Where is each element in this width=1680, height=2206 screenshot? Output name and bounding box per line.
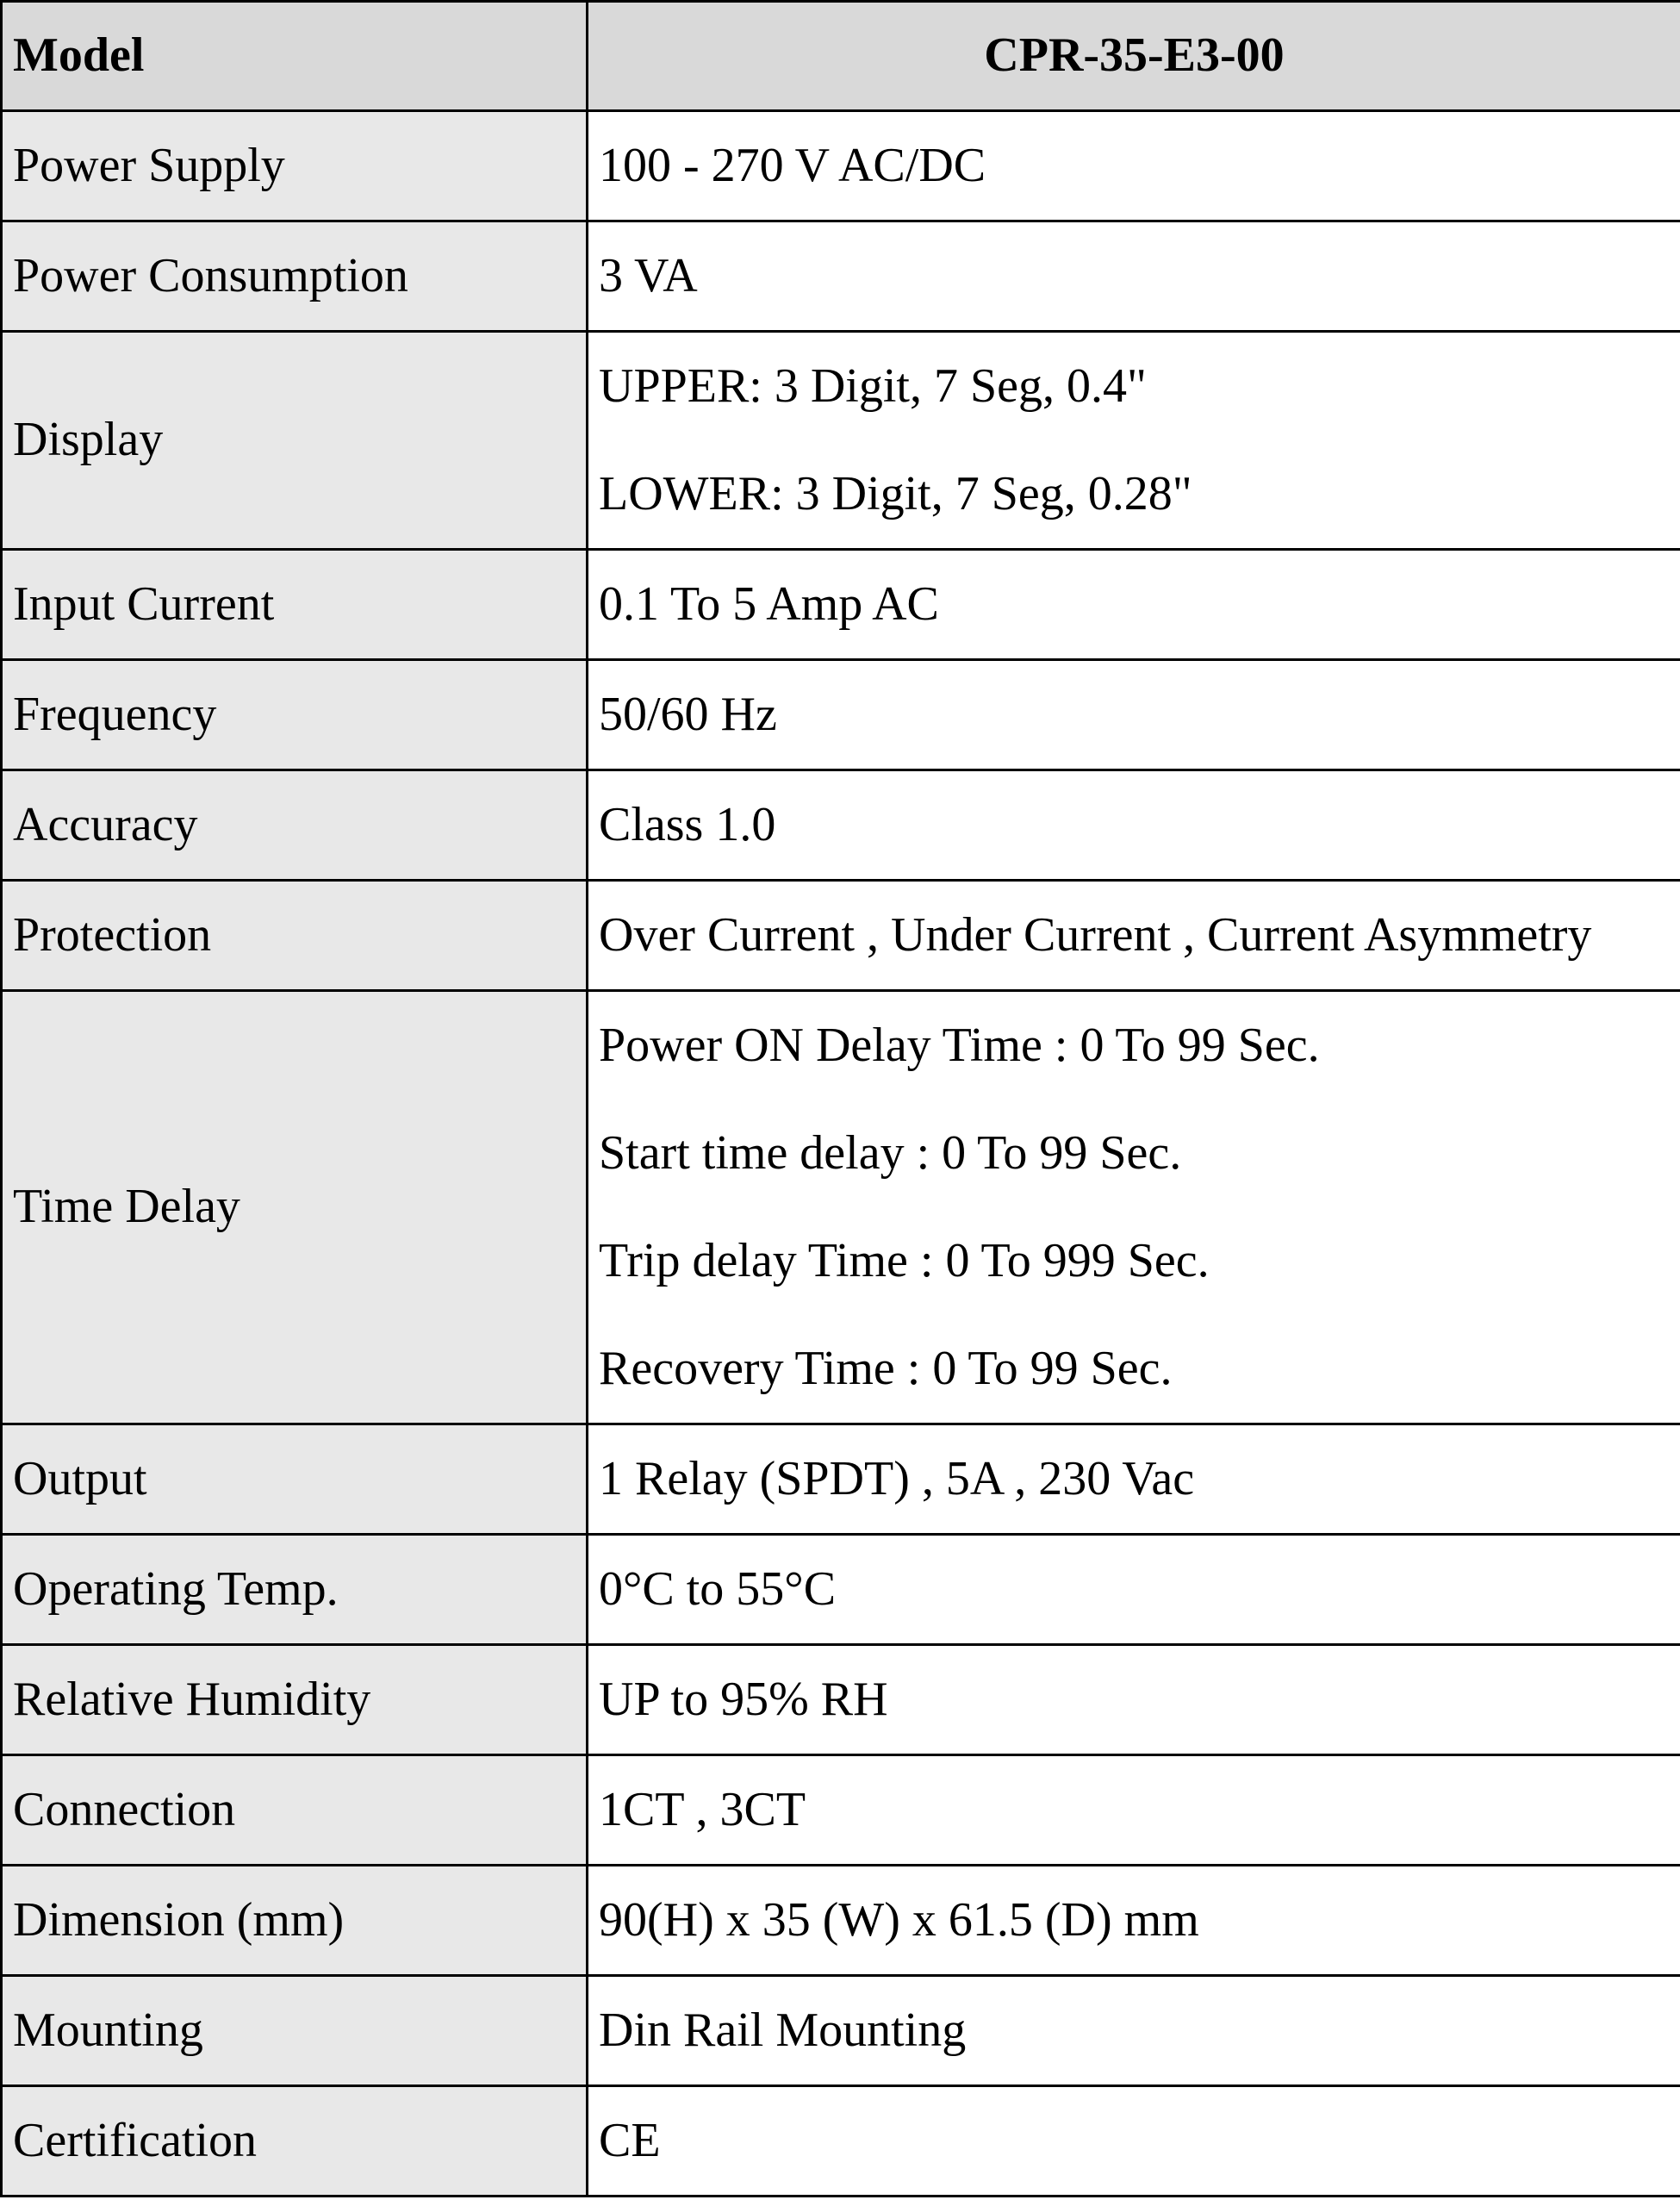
spec-label: Mounting [2, 1976, 588, 2086]
table-row [2, 770, 1680, 881]
spec-value-line: 0.1 To 5 Amp AC [599, 577, 939, 631]
spec-label: Operating Temp. [2, 1535, 588, 1645]
header-model-value: CPR-35-E3-00 [588, 2, 1680, 111]
table-row [2, 881, 1680, 991]
spec-label: Output [2, 1424, 588, 1535]
spec-label: Connection [2, 1755, 588, 1866]
table-row [2, 1645, 1680, 1755]
spec-value [588, 332, 1680, 550]
spec-label: Accuracy [2, 770, 588, 881]
spec-value-line: Power ON Delay Time : 0 To 99 Sec. [599, 1019, 1320, 1072]
spec-value [588, 1645, 1680, 1755]
spec-value [588, 991, 1680, 1424]
spec-label: Certification [2, 2086, 588, 2197]
spec-label: Display [2, 332, 588, 550]
spec-value-line: 1CT , 3CT [599, 1783, 806, 1836]
spec-value-line: 50/60 Hz [599, 688, 777, 741]
spec-value-line: 3 VA [599, 249, 698, 302]
spec-value-line: UPPER: 3 Digit, 7 Seg, 0.4" [599, 359, 1147, 413]
spec-value [588, 770, 1680, 881]
spec-value-line: Trip delay Time : 0 To 999 Sec. [599, 1234, 1210, 1287]
spec-label: Power Supply [2, 111, 588, 221]
table-row [2, 2086, 1680, 2197]
spec-body [2, 111, 1680, 2197]
spec-value [588, 2086, 1680, 2197]
table-row [2, 1866, 1680, 1976]
spec-value-line: Recovery Time : 0 To 99 Sec. [599, 1342, 1173, 1395]
table-row [2, 1755, 1680, 1866]
table-row [2, 221, 1680, 332]
table-row [2, 111, 1680, 221]
table-row [2, 660, 1680, 770]
spec-label: Input Current [2, 550, 588, 660]
header-label: Model [2, 2, 588, 111]
table-row [2, 332, 1680, 550]
table-row [2, 1535, 1680, 1645]
spec-label: Power Consumption [2, 221, 588, 332]
spec-value-line: Start time delay : 0 To 99 Sec. [599, 1126, 1182, 1180]
spec-value-line: Over Current , Under Current , Current Asymmetry [599, 908, 1592, 962]
spec-value-line: CE [599, 2114, 661, 2167]
table-row [2, 991, 1680, 1424]
spec-value [588, 111, 1680, 221]
spec-value-line: 1 Relay (SPDT) , 5A , 230 Vac [599, 1452, 1195, 1505]
spec-value-line: LOWER: 3 Digit, 7 Seg, 0.28" [599, 467, 1192, 520]
spec-label: Dimension (mm) [2, 1866, 588, 1976]
spec-value-line: Din Rail Mounting [599, 2003, 967, 2057]
spec-value [588, 1535, 1680, 1645]
spec-label: Frequency [2, 660, 588, 770]
table-header-row [2, 2, 1680, 111]
spec-value [588, 221, 1680, 332]
spec-value-line: Class 1.0 [599, 798, 776, 851]
spec-label: Relative Humidity [2, 1645, 588, 1755]
table-row [2, 1424, 1680, 1535]
spec-value [588, 1866, 1680, 1976]
table-row [2, 550, 1680, 660]
spec-value [588, 1755, 1680, 1866]
spec-value-line: 100 - 270 V AC/DC [599, 139, 986, 192]
spec-value [588, 881, 1680, 991]
table-row [2, 1976, 1680, 2086]
spec-value [588, 1976, 1680, 2086]
spec-label: Protection [2, 881, 588, 991]
spec-value [588, 660, 1680, 770]
spec-value-line: UP to 95% RH [599, 1673, 888, 1726]
spec-value-line: 0°C to 55°C [599, 1562, 837, 1616]
spec-label: Time Delay [2, 991, 588, 1424]
spec-value-line: 90(H) x 35 (W) x 61.5 (D) mm [599, 1893, 1199, 1947]
spec-value [588, 550, 1680, 660]
spec-value [588, 1424, 1680, 1535]
